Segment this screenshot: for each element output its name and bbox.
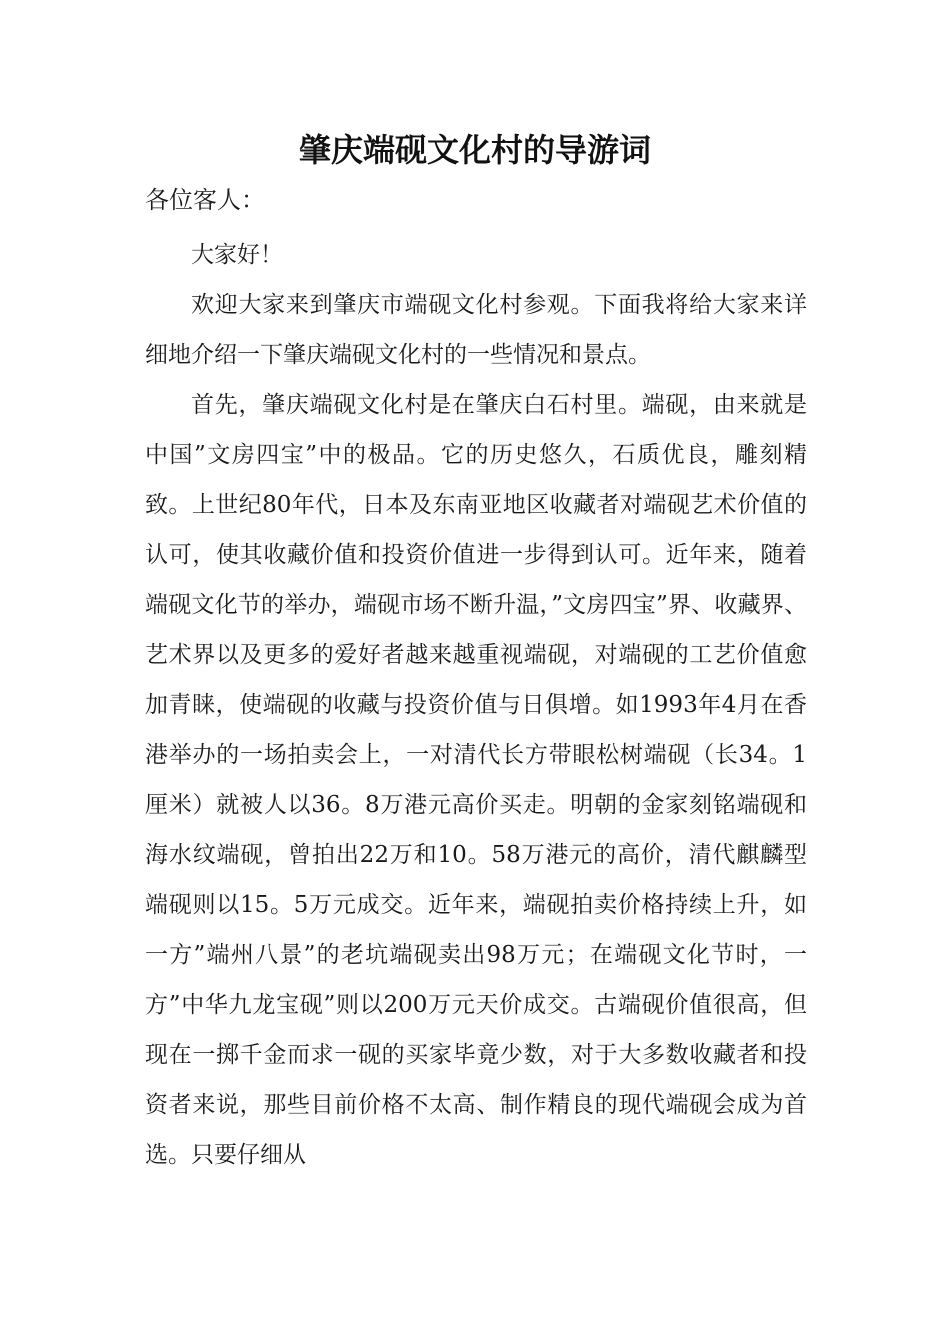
document-body — [145, 230, 807, 1180]
paragraph-introduction: 首先，肇庆端砚文化村是在肇庆白石村里。端砚，由来就是中国”文房四宝”中的极品。它的历史悠久，石质优良，雕刻精致。上世纪80年代，日本及东南亚地区收藏者对端砚艺术价值的认可，使其收藏价值和投资价值进一步得到认可。近年来，随着端砚文化节的举办，端砚市场不断升温，”文房四宝”界、收藏界、艺术界以及更多的爱好者越来越重视端砚，对端砚的工艺价值愈加青睐，使端砚的收藏与投资价值与日俱增。如1993年4月在香港举办的一场拍卖会上，一对清代长方带眼松树端砚（长34。1厘米）就被人以36。8万港元高价买走。明朝的金家刻铭端砚和海水纹端砚，曾拍出22万和10。58万港元的高价，清代麒麟型端砚则以15。5万元成交。近年来，端砚拍卖价格持续上升，如一方”端州八景”的老坑端砚卖出98万元；在端砚文化节时，一方”中华九龙宝砚”则以200万元天价成交。古端砚价值很高，但现在一掷千金而求一砚的买家毕竟少数，对于大多数收藏者和投资者来说，那些目前价格不太高、制作精良的现代端砚会成为首选。只要仔细从 — [145, 392, 807, 1168]
document-title: 肇庆端砚文化村的导游词 — [298, 131, 651, 169]
greeting: 大家好！ — [191, 242, 283, 268]
salutation: 各位客人： — [145, 186, 265, 214]
paragraph-welcome: 欢迎大家来到肇庆市端砚文化村参观。下面我将给大家来详细地介绍一下肇庆端砚文化村的一些情况和景点。 — [145, 292, 807, 368]
